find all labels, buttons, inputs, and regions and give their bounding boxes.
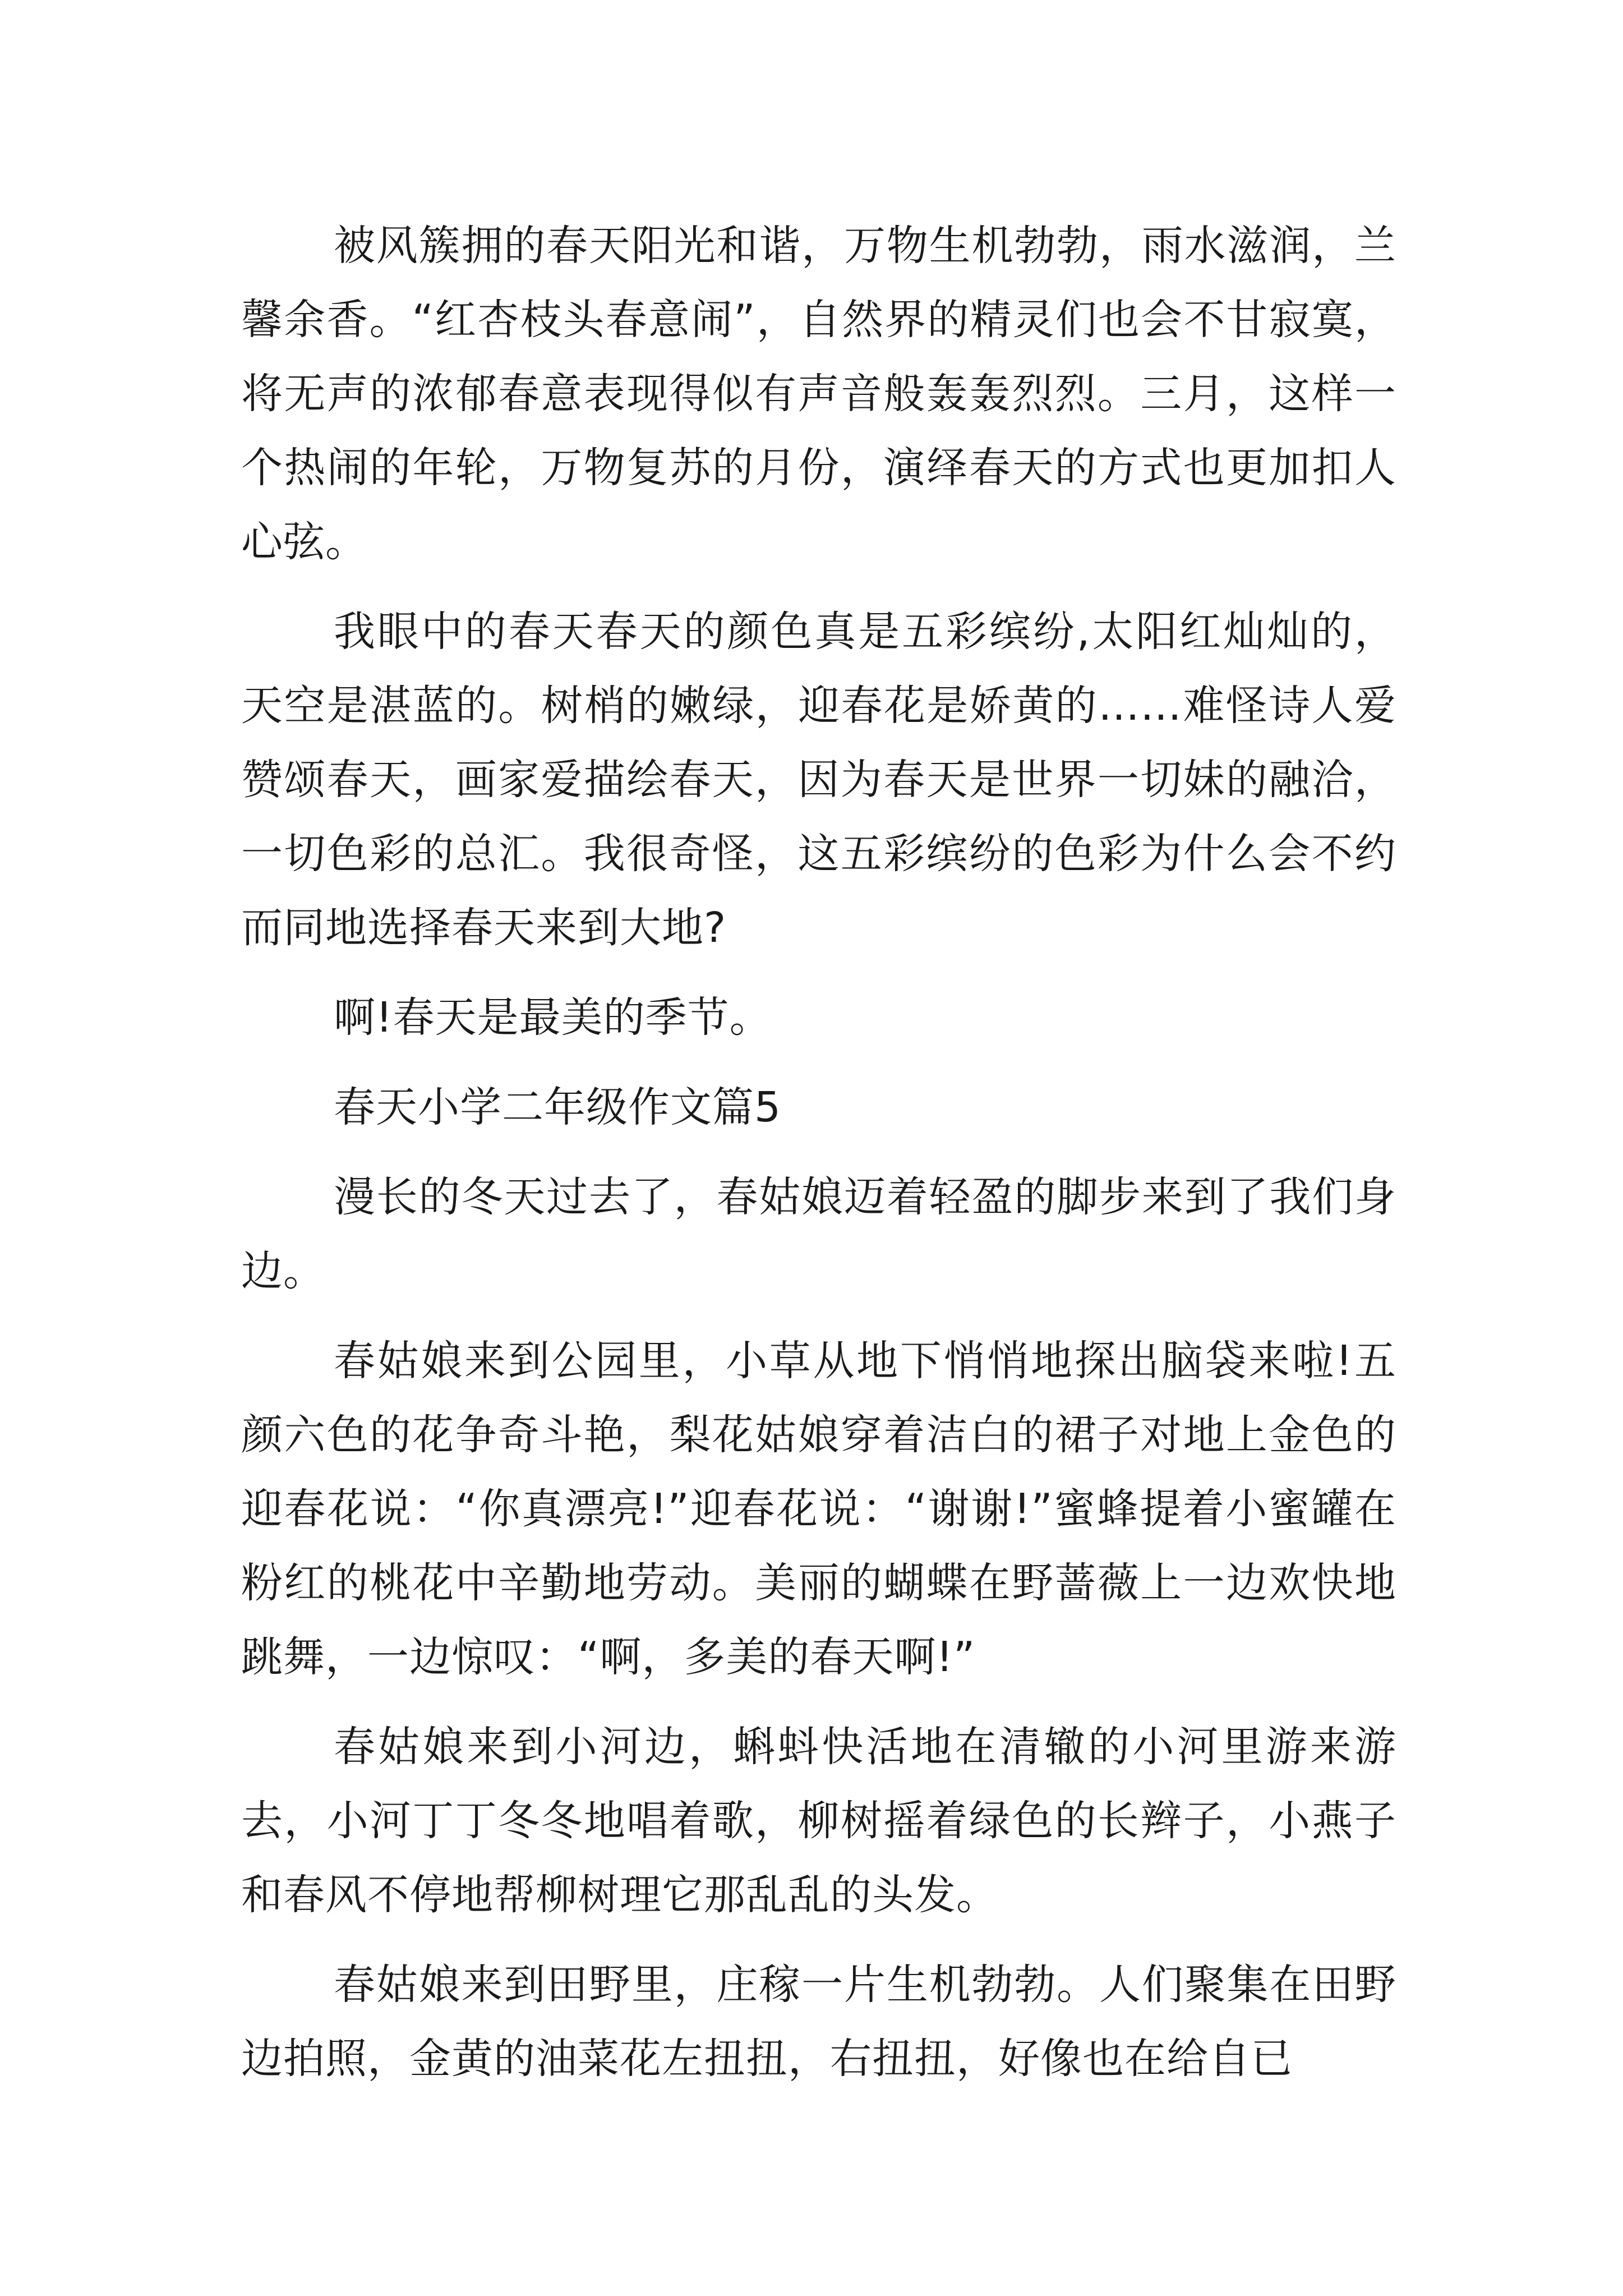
section-heading-essay-5: 春天小学二年级作文篇5	[334, 1083, 782, 1131]
paragraph-fields: 春姑娘来到田野里，庄稼一片生机勃勃。人们聚集在田野边拍照，金黄的油菜花左扭扭，右扭扭，好像也在给自已	[241, 1961, 1396, 2083]
paragraph-river: 春姑娘来到小河边，蝌蚪快活地在清辙的小河里游来游去，小河丁丁冬冬地唱着歌，柳树摇着绿色的长辫子，小燕子和春风不停地帮柳树理它那乱乱的头发。	[241, 1723, 1396, 1919]
document-page	[241, 209, 1396, 2096]
paragraph-most-beautiful-season: 啊!春天是最美的季节。	[334, 993, 772, 1042]
paragraph-winter-passed: 漫长的冬天过去了，春姑娘迈着轻盈的脚步来到了我们身边。	[241, 1173, 1396, 1295]
paragraph-park: 春姑娘来到公园里，小草从地下悄悄地探出脑袋来啦!五颜六色的花争奇斗艳，梨花姑娘穿着洁白的裙子对地上金色的迎春花说：“你真漂亮!”迎春花说：“谢谢!”蜜蜂提着小蜜罐在粉红的桃花中辛勤地劳动。美丽的蝴蝶在野蔷薇上一边欢快地跳舞，一边惊叹：“啊，多美的春天啊!”	[241, 1337, 1396, 1681]
paragraph-spring-colors: 我眼中的春天春天的颜色真是五彩缤纷,太阳红灿灿的，天空是湛蓝的。树梢的嫩绿，迎春花是娇黄的……难怪诗人爱赞颂春天，画家爱描绘春天，因为春天是世界一切妹的融洽，一切色彩的总汇。我很奇怪，这五彩缤纷的色彩为什么会不约而同地选择春天来到大地?	[241, 608, 1396, 952]
paragraph-spring-sunshine: 被风簇拥的春天阳光和谐，万物生机勃勃，雨水滋润，兰馨余香。“红杏枝头春意闹”，自然界的精灵们也会不甘寂寞，将无声的浓郁春意表现得似有声音般轰轰烈烈。三月，这样一个热闹的年轮，万物复苏的月份，演绎春天的方式也更加扣人心弦。	[241, 222, 1396, 566]
